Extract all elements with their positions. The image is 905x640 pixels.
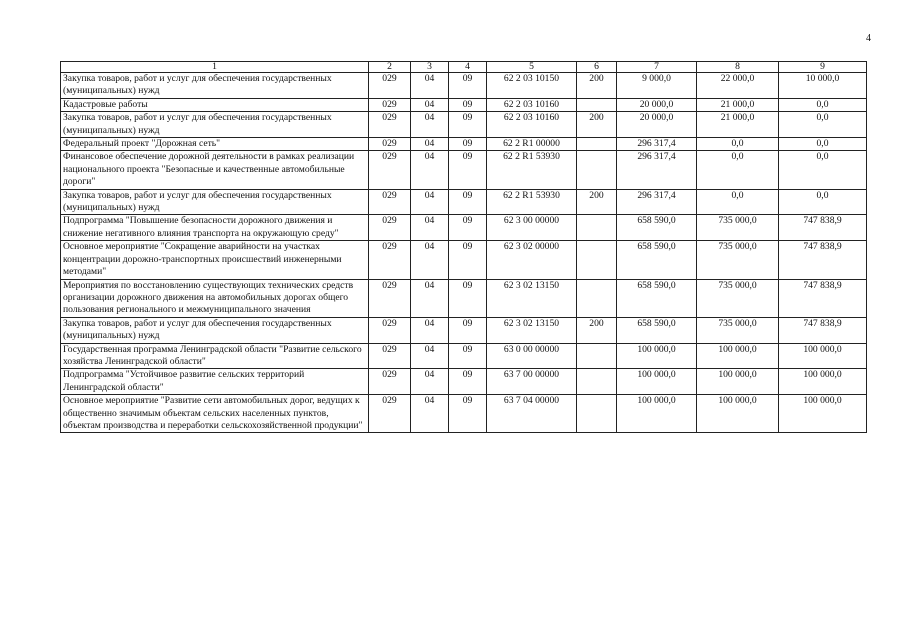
row-name-cell: Основное мероприятие "Развитие сети автомобильных дорог, ведущих к общественно значимым объектам сельских населенных пунктов, объектам производства и переработки сельскохозяйственной продукции" [61, 395, 369, 433]
amount-year3-cell: 0,0 [779, 98, 867, 111]
table-row [61, 241, 867, 279]
target-article-cell: 62 3 02 13150 [487, 279, 577, 317]
amount-year1-cell: 100 000,0 [617, 395, 697, 433]
subsection-cell: 09 [449, 189, 487, 215]
row-name-cell: Закупка товаров, работ и услуг для обеспечения государственных (муниципальных) нужд [61, 317, 369, 343]
gr-code-cell: 029 [369, 98, 411, 111]
amount-year2-cell: 735 000,0 [697, 241, 779, 279]
subsection-cell: 09 [449, 98, 487, 111]
target-article-cell: 62 3 00 00000 [487, 215, 577, 241]
gr-code-cell: 029 [369, 189, 411, 215]
gr-code-cell: 029 [369, 138, 411, 151]
gr-code-cell: 029 [369, 112, 411, 138]
subsection-cell: 09 [449, 112, 487, 138]
gr-code-cell: 029 [369, 369, 411, 395]
subsection-cell: 09 [449, 395, 487, 433]
table-row [61, 189, 867, 215]
target-article-cell: 63 7 00 00000 [487, 369, 577, 395]
expense-type-cell: 200 [577, 189, 617, 215]
amount-year1-cell: 9 000,0 [617, 73, 697, 99]
row-name-cell: Закупка товаров, работ и услуг для обеспечения государственных (муниципальных) нужд [61, 73, 369, 99]
amount-year2-cell: 0,0 [697, 151, 779, 189]
gr-code-cell: 029 [369, 151, 411, 189]
amount-year3-cell: 100 000,0 [779, 343, 867, 369]
row-name-cell: Закупка товаров, работ и услуг для обеспечения государственных (муниципальных) нужд [61, 189, 369, 215]
amount-year1-cell: 658 590,0 [617, 317, 697, 343]
row-name-cell: Финансовое обеспечение дорожной деятельности в рамках реализации национального проекта "Безопасные и качественные автомобильные дороги" [61, 151, 369, 189]
amount-year1-cell: 20 000,0 [617, 98, 697, 111]
expense-type-cell [577, 151, 617, 189]
section-cell: 04 [411, 343, 449, 369]
target-article-cell: 62 2 R1 53930 [487, 151, 577, 189]
amount-year2-cell: 21 000,0 [697, 98, 779, 111]
amount-year2-cell: 100 000,0 [697, 369, 779, 395]
amount-year3-cell: 747 838,9 [779, 241, 867, 279]
table-row [61, 112, 867, 138]
row-name-cell: Закупка товаров, работ и услуг для обеспечения государственных (муниципальных) нужд [61, 112, 369, 138]
amount-year3-cell: 747 838,9 [779, 317, 867, 343]
row-name-cell: Мероприятия по восстановлению существующих технических средств организации дорожного движения на автомобильных дорогах общего пользования регионального и межмуниципального значения [61, 279, 369, 317]
amount-year3-cell: 0,0 [779, 138, 867, 151]
amount-year1-cell: 100 000,0 [617, 343, 697, 369]
section-cell: 04 [411, 395, 449, 433]
amount-year2-cell: 0,0 [697, 138, 779, 151]
amount-year2-cell: 735 000,0 [697, 279, 779, 317]
table-row [61, 98, 867, 111]
gr-code-cell: 029 [369, 279, 411, 317]
expense-type-cell [577, 215, 617, 241]
expense-type-cell [577, 343, 617, 369]
column-header: 3 [411, 62, 449, 73]
target-article-cell: 62 2 03 10160 [487, 112, 577, 138]
table-row [61, 151, 867, 189]
amount-year1-cell: 658 590,0 [617, 279, 697, 317]
gr-code-cell: 029 [369, 343, 411, 369]
amount-year2-cell: 21 000,0 [697, 112, 779, 138]
amount-year3-cell: 747 838,9 [779, 215, 867, 241]
amount-year2-cell: 22 000,0 [697, 73, 779, 99]
table-row [61, 343, 867, 369]
expense-type-cell: 200 [577, 317, 617, 343]
column-header: 4 [449, 62, 487, 73]
amount-year3-cell: 100 000,0 [779, 369, 867, 395]
amount-year1-cell: 296 317,4 [617, 138, 697, 151]
section-cell: 04 [411, 241, 449, 279]
section-cell: 04 [411, 73, 449, 99]
section-cell: 04 [411, 189, 449, 215]
amount-year2-cell: 100 000,0 [697, 395, 779, 433]
gr-code-cell: 029 [369, 73, 411, 99]
row-name-cell: Основное мероприятие "Сокращение аварийности на участках концентрации дорожно-транспортных происшествий инженерными методами" [61, 241, 369, 279]
table-row [61, 215, 867, 241]
amount-year1-cell: 20 000,0 [617, 112, 697, 138]
expense-type-cell: 200 [577, 73, 617, 99]
expense-type-cell [577, 279, 617, 317]
amount-year3-cell: 100 000,0 [779, 395, 867, 433]
section-cell: 04 [411, 279, 449, 317]
expense-type-cell: 200 [577, 112, 617, 138]
column-header: 6 [577, 62, 617, 73]
amount-year1-cell: 658 590,0 [617, 215, 697, 241]
amount-year3-cell: 0,0 [779, 112, 867, 138]
section-cell: 04 [411, 215, 449, 241]
amount-year1-cell: 296 317,4 [617, 189, 697, 215]
amount-year1-cell: 296 317,4 [617, 151, 697, 189]
section-cell: 04 [411, 369, 449, 395]
subsection-cell: 09 [449, 215, 487, 241]
table-row [61, 317, 867, 343]
expense-type-cell [577, 138, 617, 151]
amount-year3-cell: 10 000,0 [779, 73, 867, 99]
target-article-cell: 62 2 03 10160 [487, 98, 577, 111]
section-cell: 04 [411, 151, 449, 189]
column-header: 9 [779, 62, 867, 73]
section-cell: 04 [411, 112, 449, 138]
subsection-cell: 09 [449, 241, 487, 279]
section-cell: 04 [411, 138, 449, 151]
amount-year3-cell: 0,0 [779, 189, 867, 215]
gr-code-cell: 029 [369, 317, 411, 343]
expense-type-cell [577, 395, 617, 433]
subsection-cell: 09 [449, 73, 487, 99]
target-article-cell: 63 0 00 00000 [487, 343, 577, 369]
target-article-cell: 62 2 R1 00000 [487, 138, 577, 151]
amount-year3-cell: 0,0 [779, 151, 867, 189]
target-article-cell: 62 3 02 13150 [487, 317, 577, 343]
column-header: 2 [369, 62, 411, 73]
target-article-cell: 62 3 02 00000 [487, 241, 577, 279]
subsection-cell: 09 [449, 138, 487, 151]
section-cell: 04 [411, 98, 449, 111]
gr-code-cell: 029 [369, 395, 411, 433]
amount-year1-cell: 658 590,0 [617, 241, 697, 279]
column-header: 7 [617, 62, 697, 73]
table-row [61, 73, 867, 99]
subsection-cell: 09 [449, 151, 487, 189]
amount-year2-cell: 735 000,0 [697, 215, 779, 241]
subsection-cell: 09 [449, 317, 487, 343]
header-row [61, 62, 867, 73]
target-article-cell: 62 2 R1 53930 [487, 189, 577, 215]
table-row [61, 369, 867, 395]
subsection-cell: 09 [449, 369, 487, 395]
subsection-cell: 09 [449, 343, 487, 369]
amount-year2-cell: 100 000,0 [697, 343, 779, 369]
row-name-cell: Кадастровые работы [61, 98, 369, 111]
expense-type-cell [577, 369, 617, 395]
target-article-cell: 62 2 03 10150 [487, 73, 577, 99]
row-name-cell: Подпрограмма "Повышение безопасности дорожного движения и снижение негативного влияния транспорта на окружающую среду" [61, 215, 369, 241]
gr-code-cell: 029 [369, 241, 411, 279]
column-header: 1 [61, 62, 369, 73]
table-row [61, 395, 867, 433]
budget-table [60, 61, 867, 433]
amount-year2-cell: 735 000,0 [697, 317, 779, 343]
amount-year3-cell: 747 838,9 [779, 279, 867, 317]
amount-year2-cell: 0,0 [697, 189, 779, 215]
amount-year1-cell: 100 000,0 [617, 369, 697, 395]
section-cell: 04 [411, 317, 449, 343]
row-name-cell: Государственная программа Ленинградской области "Развитие сельского хозяйства Ленинградской области" [61, 343, 369, 369]
row-name-cell: Подпрограмма "Устойчивое развитие сельских территорий Ленинградской области" [61, 369, 369, 395]
page-number: 4 [866, 33, 871, 44]
subsection-cell: 09 [449, 279, 487, 317]
row-name-cell: Федеральный проект "Дорожная сеть" [61, 138, 369, 151]
table-row [61, 279, 867, 317]
expense-type-cell [577, 98, 617, 111]
expense-type-cell [577, 241, 617, 279]
column-header: 8 [697, 62, 779, 73]
table-row [61, 138, 867, 151]
gr-code-cell: 029 [369, 215, 411, 241]
target-article-cell: 63 7 04 00000 [487, 395, 577, 433]
column-header: 5 [487, 62, 577, 73]
